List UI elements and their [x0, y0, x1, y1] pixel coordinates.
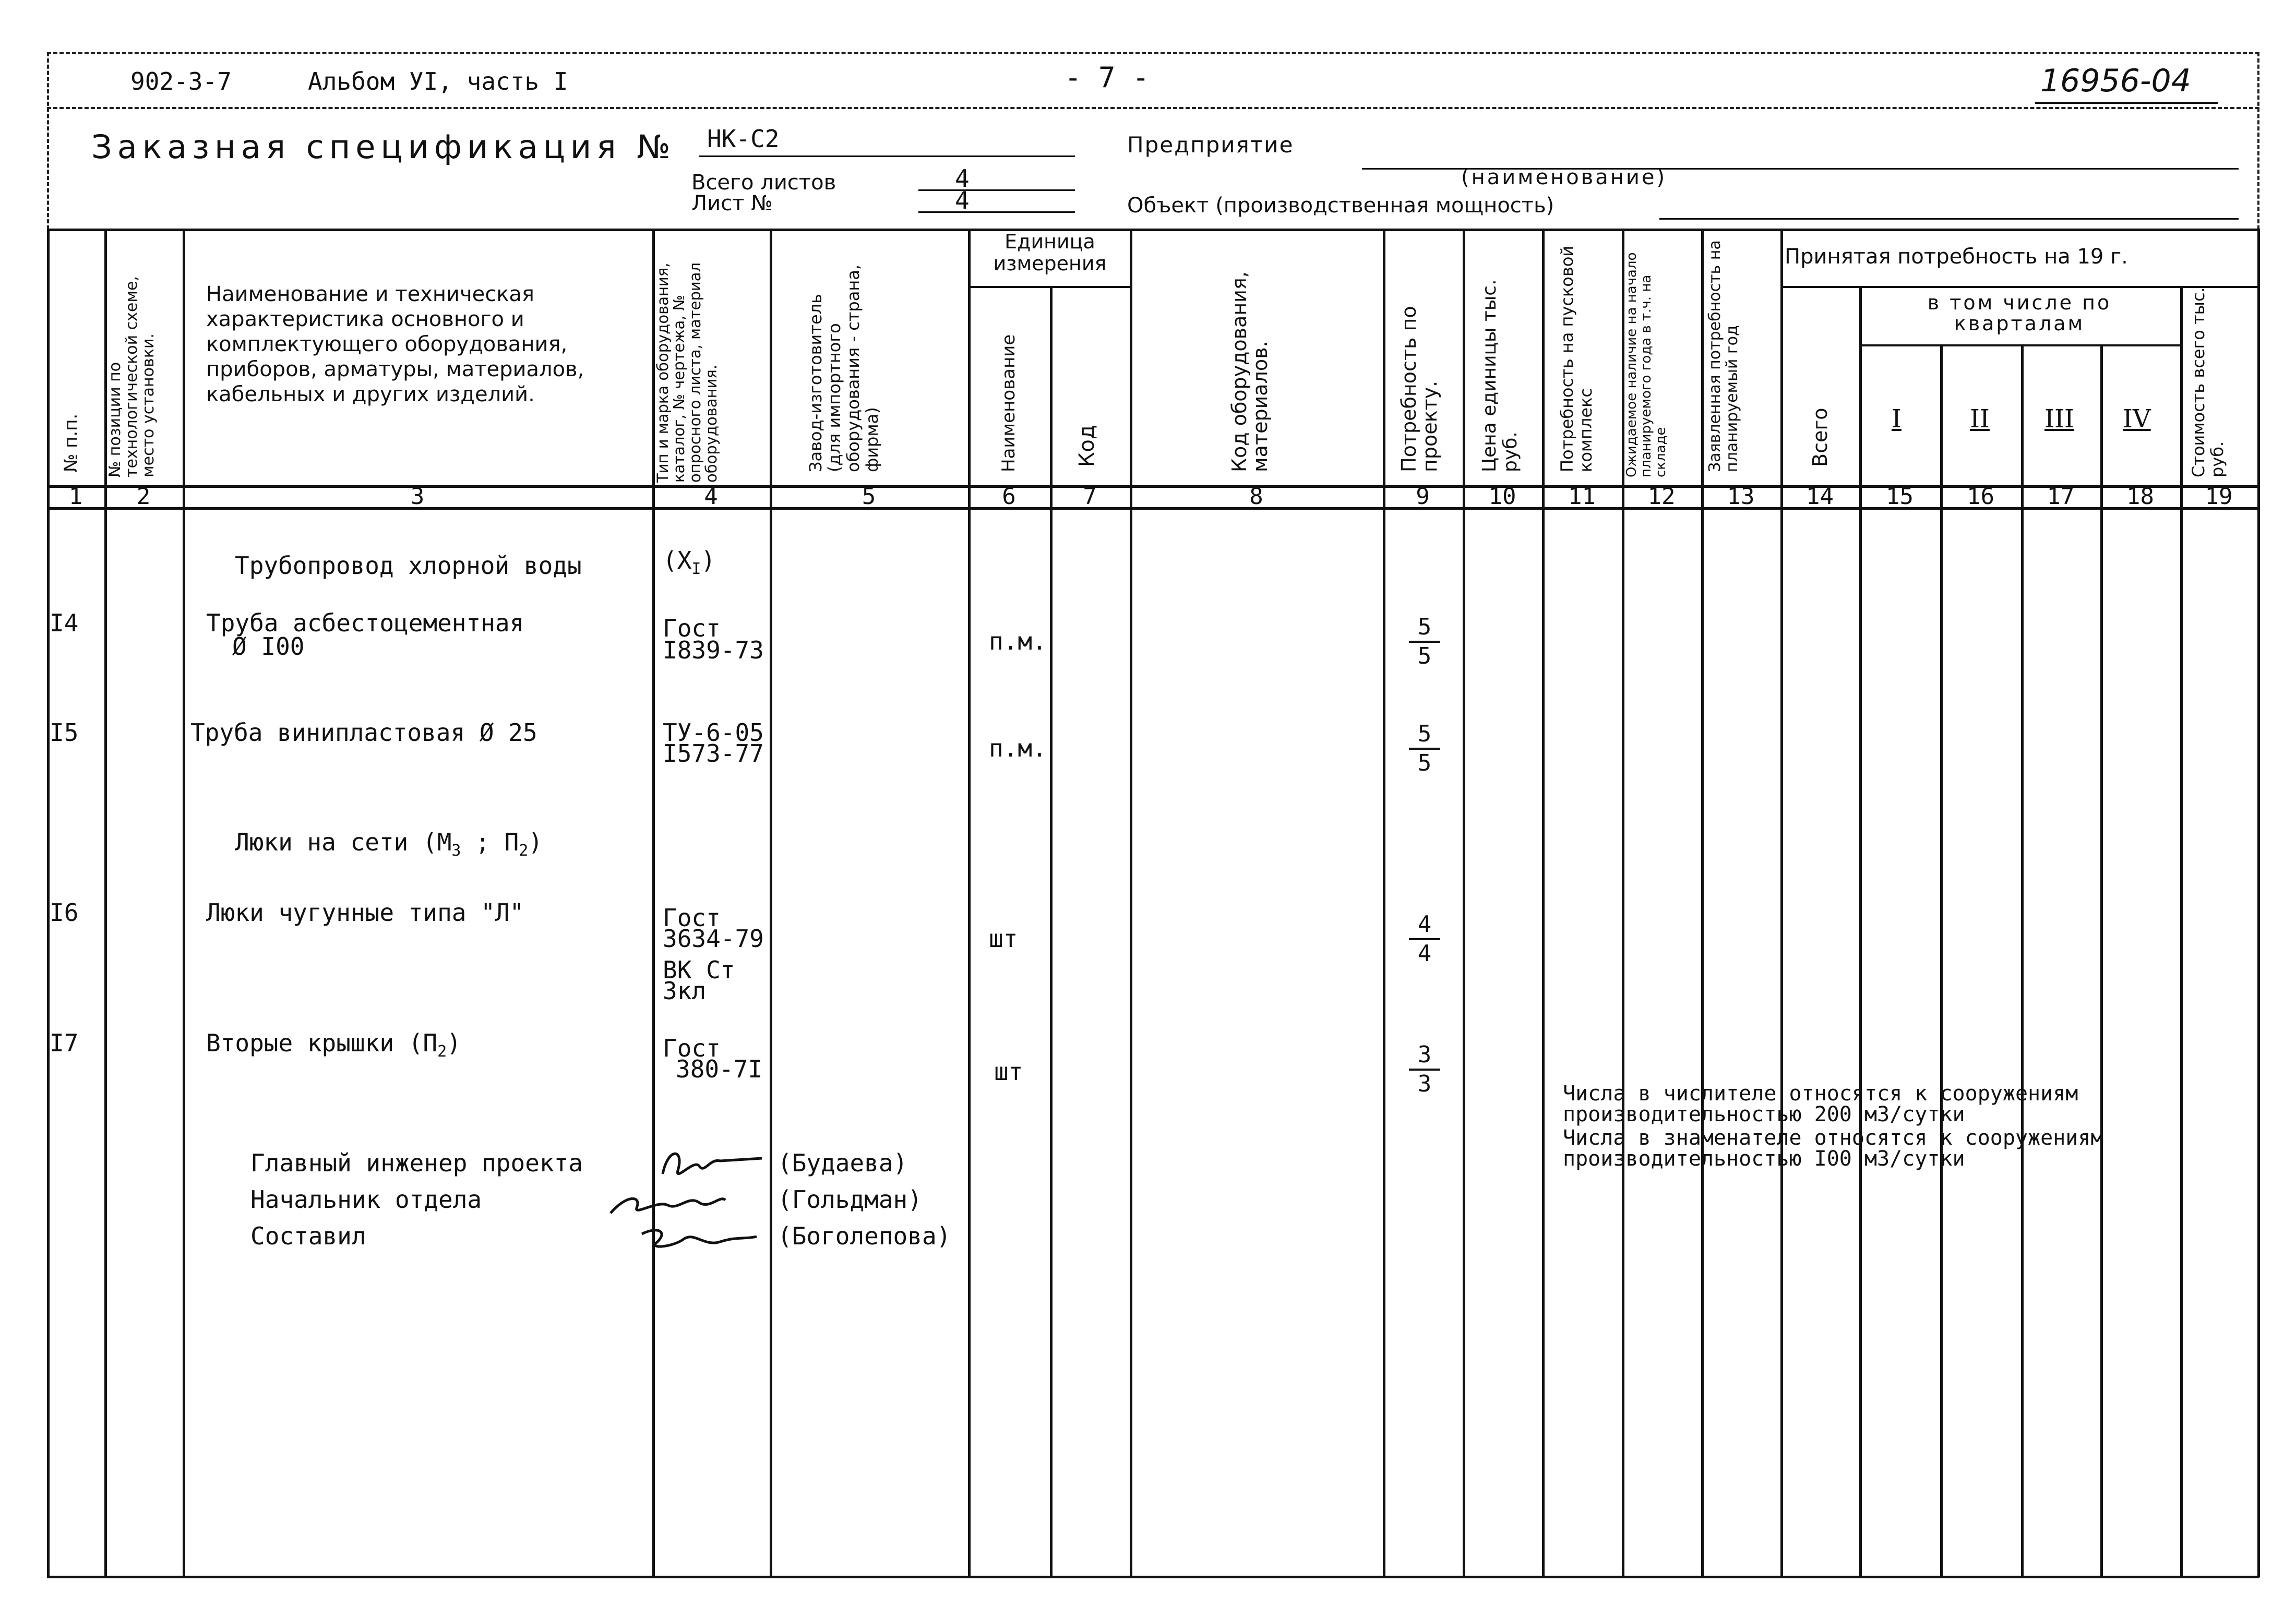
col-border-17 — [2100, 344, 2103, 1577]
col14-header: Всего — [1809, 407, 1832, 467]
spec-title: Заказная спецификация № — [91, 128, 676, 166]
left-dashed-border — [47, 52, 49, 230]
colnum: 8 — [1249, 483, 1263, 510]
colnum: 3 — [410, 483, 425, 510]
spec-number-line — [699, 155, 1075, 157]
col15-header: I — [1892, 404, 1902, 434]
quarter-subheader-line — [1859, 344, 2180, 346]
doc-number-underline — [2035, 102, 2218, 104]
item-quantity: 4 4 — [1404, 913, 1445, 965]
doc-number: 16956-04 — [2040, 63, 2191, 99]
signature-role: Главный инженер проекта — [250, 1149, 583, 1177]
total-sheets-value: 4 — [955, 164, 970, 193]
row-divider — [968, 1002, 970, 1033]
colnum: 11 — [1568, 483, 1596, 510]
note-line-3: Числа в знаменателе относятся к сооружениям — [1563, 1126, 2103, 1150]
item-name: Труба винипластовая Ø 25 — [190, 718, 537, 747]
col-border-4 — [770, 229, 772, 1577]
right-dashed-border — [2257, 52, 2259, 230]
item-unit: шт — [989, 925, 1018, 953]
col9-header: Потребность по проекту. — [1397, 306, 1441, 472]
enterprise-label: Предприятие — [1127, 132, 1294, 158]
col1-header: № п.п. — [61, 413, 81, 472]
col-border-9 — [1463, 229, 1465, 1577]
row-number: I5 — [50, 718, 79, 747]
col-border-13 — [1780, 229, 1783, 1577]
group-heading: Трубопровод хлорной воды — [235, 551, 582, 580]
item-name: Труба асбестоцементная — [206, 609, 524, 637]
row-number: I6 — [50, 898, 79, 927]
item-type-line3: ВК Ст — [663, 956, 735, 984]
sheet-line — [918, 211, 1075, 213]
signature-name: (Боголепова) — [778, 1222, 951, 1250]
col16-header: II — [1970, 404, 1990, 434]
colnum: 17 — [2047, 483, 2075, 510]
col-border-12 — [1701, 229, 1704, 1577]
col17-header: III — [2044, 404, 2074, 434]
colnum: 18 — [2126, 483, 2154, 510]
col-border-7 — [1130, 229, 1132, 1577]
signature-role: Составил — [250, 1222, 366, 1250]
col14-18-header: Принятая потребность на 19 г. — [1785, 245, 2128, 269]
item-type: ТУ-6-05 — [663, 718, 764, 747]
table-top-border — [47, 229, 2259, 231]
col-border-8 — [1383, 229, 1385, 1577]
col15-18-header: в том числе по кварталам — [1927, 291, 2112, 335]
col7-header: Код — [1075, 425, 1099, 467]
object-label: Объект (производственная мощность) — [1127, 194, 1554, 218]
table-bottom-border — [47, 1576, 2259, 1578]
item-quantity: 5 5 — [1404, 616, 1445, 668]
row-number: I4 — [50, 609, 79, 637]
col19-header: Стоимость всего тыс. руб. — [2189, 287, 2227, 477]
item-type-line2: 3634-79 — [663, 925, 764, 953]
col5-header: Завод-изготовитель (для импортного оборудования - страна, фирма) — [806, 264, 882, 472]
item-type-line2: I839-73 — [663, 636, 764, 664]
colnum: 10 — [1488, 483, 1516, 510]
item-type: Гост — [663, 904, 721, 932]
album-label: Альбом УІ, часть І — [308, 67, 568, 95]
col4-header: Тип и марка оборудования, каталог, № чертежа, № опросного листа, материал оборудования. — [654, 262, 720, 483]
row-number: I7 — [50, 1029, 79, 1057]
col-border-10 — [1542, 229, 1545, 1577]
spec-number: НК-С2 — [707, 125, 780, 153]
item-type-line2: I573-77 — [663, 739, 764, 767]
enterprise-sublabel: (наименование) — [1461, 165, 1667, 189]
signature-name: (Гольдман) — [778, 1185, 922, 1214]
sheet-value: 4 — [955, 186, 970, 214]
header-dashed-rule — [47, 107, 2259, 109]
sheet-label: Лист № — [691, 191, 773, 215]
col12-header: Ожидаемое наличие на начало планируемого года в т.ч. на складе — [1624, 252, 1669, 477]
col18-header: IV — [2123, 404, 2151, 434]
item-type-line2: 380-7I — [676, 1055, 763, 1083]
item-name: Вторые крышки $(П_2)$ — [206, 1029, 461, 1061]
colnum: 15 — [1886, 483, 1914, 510]
item-name: Люки чугунные типа "Л" — [206, 898, 524, 927]
col2-header: № позиции по технологической схеме, место установки. — [106, 276, 158, 477]
colnum: 12 — [1647, 483, 1676, 510]
colnum: 14 — [1806, 483, 1834, 510]
col6-7-header: Единица измерения — [993, 230, 1107, 275]
doc-code: 902-3-7 — [130, 67, 232, 95]
item-type-line4: 3кл — [663, 977, 707, 1005]
unit-subheader-line — [968, 286, 1130, 288]
col-border-6 — [1050, 286, 1053, 1577]
total-sheets-label: Всего листов — [691, 171, 836, 195]
item-type: Гост — [663, 1034, 721, 1062]
item-quantity: 3 3 — [1404, 1044, 1445, 1096]
group-code: $(Х_I)$ — [663, 546, 716, 579]
item-name-line2: Ø I00 — [232, 632, 305, 661]
colnum: 16 — [1967, 483, 1994, 510]
item-quantity: 5 5 — [1404, 723, 1445, 775]
accepted-subheader-line — [1780, 286, 2257, 288]
col-border-19 — [2257, 229, 2260, 1577]
col-border-14 — [1859, 286, 1862, 1577]
col6-header: Наименование — [998, 334, 1019, 472]
page-number: - 7 - — [1065, 61, 1150, 94]
colnum: 6 — [1002, 483, 1016, 510]
item-unit: п.м. — [989, 627, 1047, 655]
total-sheets-line — [918, 189, 1075, 191]
handwritten-signatures — [605, 1137, 772, 1257]
colnum: 2 — [136, 483, 151, 510]
col-border-15 — [1940, 344, 1943, 1577]
colnum: 7 — [1083, 483, 1097, 510]
col13-header: Заявленная потребность на планируемый год — [1706, 240, 1741, 472]
colnum: 13 — [1727, 483, 1755, 510]
item-unit: шт — [994, 1058, 1023, 1086]
col-border-16 — [2021, 344, 2024, 1577]
object-line — [1659, 218, 2239, 220]
col10-header: Цена единицы тыс. руб. — [1479, 279, 1521, 472]
group-heading: Люки на сети ($М_3$ ; $П_2$) — [235, 828, 543, 860]
note-line-1: Числа в числителе относятся к сооружениям — [1563, 1082, 2078, 1106]
colnum: 9 — [1416, 483, 1430, 510]
col3-header: Наименование и техническая характеристика основного и комплектующего оборудования, приборов, арматуры, материалов, кабельных и других изделий. — [206, 282, 584, 406]
col-border-18 — [2180, 286, 2183, 1577]
col-border-2 — [183, 229, 185, 1577]
col8-header: Код оборудования, материалов. — [1228, 271, 1272, 472]
colnum: 1 — [68, 483, 83, 510]
item-type: Гост — [663, 614, 721, 642]
col-border-5 — [968, 229, 971, 1577]
signature-name: (Будаева) — [778, 1149, 908, 1177]
note-line-2: производительностью 200 м3/сутки — [1563, 1102, 1965, 1126]
colnum: 5 — [862, 483, 876, 510]
colnum: 19 — [2205, 483, 2233, 510]
top-dashed-rule — [47, 52, 2259, 54]
col11-header: Потребность на пусковой комплекс — [1557, 245, 1596, 472]
note-line-4: производительностью I00 м3/сутки — [1563, 1147, 1965, 1171]
item-unit: п.м. — [989, 734, 1047, 762]
colnum: 4 — [704, 483, 718, 510]
signature-role: Начальник отдела — [250, 1185, 482, 1214]
